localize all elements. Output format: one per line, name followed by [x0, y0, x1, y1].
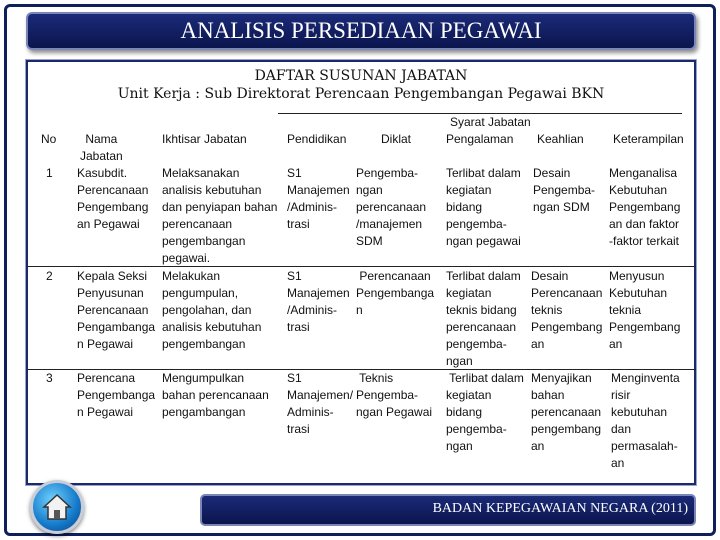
- home-button[interactable]: [30, 480, 84, 534]
- row2-pengalaman: Terlibat dalam kegiatan teknis bidang perencanaan pengemba- ngan: [446, 269, 521, 368]
- row3-nama: Perencana Pengembanga n Pegawai: [77, 371, 156, 419]
- header-pendidikan: Pendidikan: [287, 132, 347, 146]
- row1-keahlian: Desain Pengemba- ngan SDM: [533, 166, 596, 214]
- header-no: No: [41, 132, 57, 146]
- row3-pengalaman: Terlibat dalam kegiatan bidang pengemba- ngan: [446, 371, 524, 453]
- title-bar: [26, 12, 696, 50]
- header-ikhtisar: Ikhtisar Jabatan: [162, 132, 247, 146]
- row2-nama: Kepala Seksi Penyusunan Perencanaan Pengambanga n Pegawai: [77, 269, 156, 351]
- page-title: ANALISIS PERSEDIAAN PEGAWAI: [180, 18, 542, 43]
- row1-nama: Kasubdit. Perencanaan Pengembang an Pegawai: [77, 166, 149, 231]
- row2-ikhtisar: Melakukan pengumpulan, pengolahan, dan analisis kebutuhan pengembangan: [162, 269, 262, 351]
- row3-pendidikan: S1 Manajemen/ Adminis- trasi: [287, 371, 354, 436]
- row3-ikhtisar: Mengumpulkan bahan perencanaan pengambangan: [162, 371, 269, 419]
- row2-diklat: Perencanaan Pengembanga n: [356, 269, 435, 317]
- row1-no: 1: [46, 166, 53, 180]
- row3-keterampilan: Menginventa risir kebutuhan dan permasalah- an: [611, 371, 680, 470]
- header-nama-jabatan: Nama Jabatan: [80, 132, 123, 163]
- header-syarat-jabatan: Syarat Jabatan: [450, 115, 531, 129]
- row2-no: 2: [46, 269, 53, 283]
- unit-kerja-label: Unit Kerja : Sub Direktorat Perencaan Pengembangan Pegawai BKN: [117, 86, 605, 102]
- row3-keahlian: Menyajikan bahan perencanaan pengembang an: [531, 371, 602, 453]
- row2-keterampilan: Menyusun Kebutuhan teknia Pengembang an: [609, 269, 681, 351]
- row1-keterampilan: Menganalisa Kebutuhan Pengembang an dan faktor -faktor terkait: [609, 166, 681, 248]
- home-icon: [42, 492, 72, 522]
- row3-no: 3: [46, 371, 53, 385]
- row1-diklat: Pengemba- ngan perencanaan /manajemen SDM: [356, 166, 427, 248]
- row1-pendidikan: S1 Manajemen /Adminis- trasi: [287, 166, 350, 231]
- table-title: DAFTAR SUSUNAN JABATAN: [254, 68, 468, 84]
- header-pengalaman: Pengalaman: [446, 132, 514, 146]
- footer-bar: [200, 494, 696, 526]
- row1-ikhtisar: Melaksanakan analisis kebutuhan dan penyiapan bahan perencanaan pengembangan pegawai.: [162, 166, 278, 265]
- row2-pendidikan: S1 Manajemen /Adminis- trasi: [287, 269, 350, 334]
- header-diklat: Diklat: [381, 132, 412, 146]
- row1-pengalaman: Terlibat dalam kegiatan bidang pengemba- ngan pegawai: [446, 166, 521, 248]
- header-keahlian: Keahlian: [537, 132, 584, 146]
- row-divider: [27, 266, 696, 267]
- row3-diklat: Teknis Pengemba- ngan Pegawai: [356, 371, 433, 419]
- row2-keahlian: Desain Perencanaan teknis Pengembang an: [531, 269, 603, 351]
- footer-text: BADAN KEPEGAWAIAN NEGARA (2011): [432, 501, 688, 516]
- header-keterampilan: Keterampilan: [613, 132, 684, 146]
